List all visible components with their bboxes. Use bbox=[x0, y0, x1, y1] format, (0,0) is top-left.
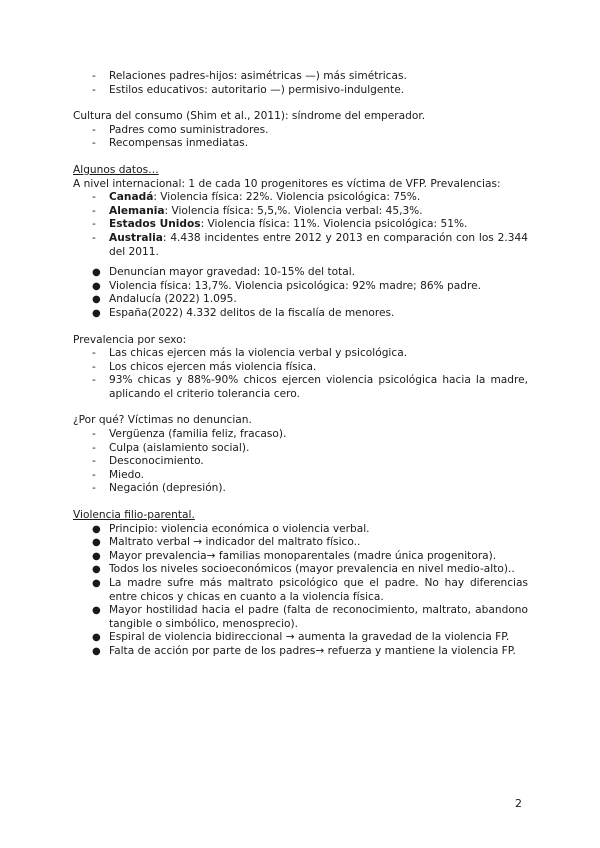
consumer-culture-list bbox=[73, 124, 528, 151]
why-title: ¿Por qué? Víctimas no denuncian. bbox=[73, 414, 252, 427]
list-item: - Recompensas inmediatas. bbox=[73, 137, 528, 151]
list-item: - Miedo. bbox=[73, 469, 528, 483]
data-heading: Algunos datos… bbox=[73, 163, 159, 176]
list-item: - Los chicos ejercen más violencia física. bbox=[73, 361, 528, 375]
country-name: Canadá bbox=[109, 191, 154, 204]
list-item: - Estilos educativos: autoritario —) permisivo-indulgente. bbox=[73, 84, 528, 98]
bullet-icon: ● bbox=[92, 550, 101, 562]
bullet-icon: ● bbox=[92, 307, 101, 319]
page-number: 2 bbox=[515, 797, 522, 810]
list-item: - 93% chicas y 88%-90% chicos ejercen violencia psicológica hacia la madre, aplicando el criterio tolerancia cero. bbox=[73, 374, 528, 401]
list-item: - Negación (depresión). bbox=[73, 482, 528, 496]
list-item: ● Violencia física: 13,7%. Violencia psicológica: 92% madre; 86% padre. bbox=[92, 279, 481, 292]
list-item: ● Maltrato verbal → indicador del maltrato físico.. bbox=[92, 536, 361, 549]
bullet-icon: ● bbox=[92, 605, 101, 617]
list-item: ● Falta de acción por parte de los padres→ refuerza y mantiene la violencia FP. bbox=[92, 644, 516, 657]
data-intro: A nivel internacional: 1 de cada 10 progenitores es víctima de VFP. Prevalencias: bbox=[73, 177, 501, 190]
fp-violence-heading: Violencia filio-parental. bbox=[73, 509, 195, 522]
country-name: Alemania bbox=[109, 204, 165, 217]
bullet-icon: ● bbox=[92, 632, 101, 644]
bullet-icon: ● bbox=[92, 523, 101, 535]
country-text: : Violencia física: 11%. Violencia psicológica: 51%. bbox=[200, 218, 468, 231]
bullet-icon: ● bbox=[92, 267, 101, 279]
list-item: - Desconocimiento. bbox=[73, 455, 528, 469]
bullet-icon: ● bbox=[92, 578, 101, 589]
country-item bbox=[73, 205, 528, 219]
list-item: ● Principio: violencia económica o violencia verbal. bbox=[92, 522, 370, 535]
sex-prevalence-list bbox=[73, 347, 528, 401]
fp-violence-list bbox=[73, 523, 528, 659]
bullet-icon: ● bbox=[92, 564, 101, 576]
country-text: : 4.438 incidentes entre 2012 y 2013 en comparación con los 2.344 del 2011. bbox=[109, 231, 528, 258]
list-item: - Relaciones padres-hijos: asimétricas —) más simétricas. bbox=[73, 70, 528, 84]
country-text: : Violencia física: 5,5,%. Violencia verbal: 45,3%. bbox=[164, 204, 423, 217]
list-item: - Padres como suministradores. bbox=[73, 124, 528, 138]
country-item bbox=[73, 218, 528, 232]
bullet-icon: ● bbox=[92, 645, 101, 657]
list-item: ● Denuncian mayor gravedad: 10-15% del total. bbox=[92, 266, 356, 279]
list-item: - Vergüenza (familia feliz, fracaso). bbox=[73, 428, 528, 442]
consumer-culture-title: Cultura del consumo (Shim et al., 2011): síndrome del emperador. bbox=[73, 110, 426, 123]
list-item: ● Todos los niveles socioeconómicos (mayor prevalencia en nivel medio-alto).. bbox=[92, 563, 515, 576]
country-name: Australia bbox=[109, 231, 163, 244]
page-content bbox=[73, 70, 528, 659]
list-item: ● Andalucía (2022) 1.095. bbox=[92, 293, 237, 306]
sex-prevalence-title: Prevalencia por sexo: bbox=[73, 333, 187, 346]
country-item bbox=[73, 191, 528, 205]
country-list bbox=[73, 191, 528, 259]
list-item: - Las chicas ejercen más la violencia verbal y psicológica. bbox=[73, 347, 528, 361]
relations-list bbox=[73, 70, 528, 97]
country-item bbox=[73, 232, 528, 259]
list-item: ● España(2022) 4.332 delitos de la fiscalía de menores. bbox=[92, 306, 395, 319]
bullet-icon: ● bbox=[92, 537, 101, 549]
country-name: Estados Unidos bbox=[109, 218, 201, 231]
list-item: ● Espiral de violencia bidireccional → aumenta la gravedad de la violencia FP. bbox=[92, 631, 510, 644]
facts-list bbox=[73, 266, 528, 320]
list-item: ● La madre sufre más maltrato psicológico que el padre. No hay diferencias entre chicos y chicas en cuanto a la violencia física. bbox=[92, 577, 528, 603]
why-list bbox=[73, 428, 528, 496]
list-item: - Culpa (aislamiento social). bbox=[73, 442, 528, 456]
list-item: ● Mayor prevalencia→ familias monoparentales (madre única progenitora). bbox=[92, 549, 497, 562]
bullet-icon: ● bbox=[92, 294, 101, 306]
country-text: : Violencia física: 22%. Violencia psicológica: 75%. bbox=[153, 191, 421, 204]
list-item: ● Mayor hostilidad hacia el padre (falta de reconocimiento, maltrato, abandono tangible o simbólico, menosprecio). bbox=[92, 604, 528, 630]
bullet-icon: ● bbox=[92, 280, 101, 292]
